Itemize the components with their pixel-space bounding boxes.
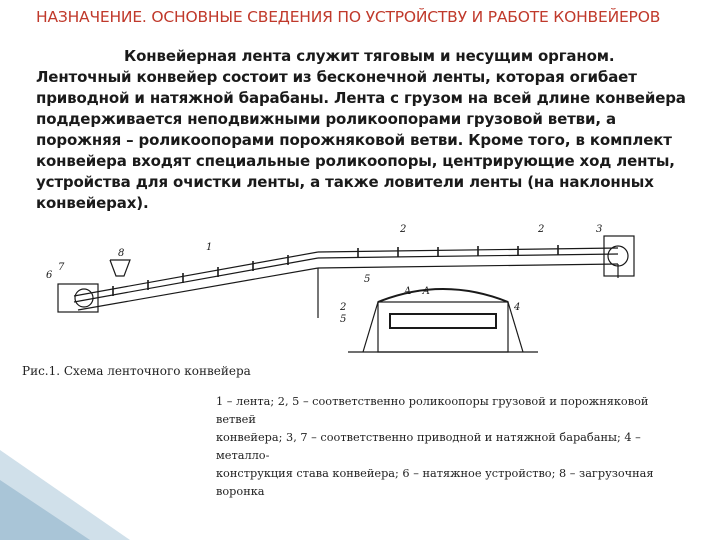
label-6: 6 bbox=[46, 270, 53, 281]
label-2a: 2 bbox=[400, 224, 407, 235]
label-8: 8 bbox=[118, 248, 125, 259]
slide-title: НАЗНАЧЕНИЕ. ОСНОВНЫЕ СВЕДЕНИЯ ПО УСТРОЙСТВУ И РАБОТЕ КОНВЕЙЕРОВ bbox=[36, 8, 661, 26]
label-s4: 4 bbox=[514, 302, 521, 313]
figure-caption: Рис.1. Схема ленточного конвейера bbox=[22, 364, 251, 378]
label-7: 7 bbox=[58, 262, 65, 273]
label-1: 1 bbox=[206, 242, 213, 253]
label-3: 3 bbox=[596, 224, 603, 235]
body-text: Конвейерная лента служит тяговым и несущим органом. Ленточный конвейер состоит из бесконечной ленты, которая огибает приводной и натяжной барабаны. Лента с грузом на всей длине конвейера поддерживается неподвижными роликоопорами грузовой ветви, а порожняя – роликоопорами порожняковой ветви. Кроме того, в комплект конвейера входят специальные роликоопоры, центрирующие ход ленты, устройства для очистки ленты, а также ловители ленты (на наклонных конвейерах). bbox=[36, 47, 686, 212]
label-s2: 2 bbox=[340, 302, 347, 313]
conveyor-diagram bbox=[18, 218, 644, 368]
label-2b: 2 bbox=[538, 224, 545, 235]
label-5: 5 bbox=[364, 274, 371, 285]
corner-decoration bbox=[0, 450, 130, 540]
label-section: A – A bbox=[404, 286, 430, 297]
label-s5: 5 bbox=[340, 314, 347, 325]
figure-legend: 1 – лента; 2, 5 – соответственно роликоопоры грузовой и порожняковой ветвей конвейера; 3, 7 – соответственно приводной и натяжной барабаны; 4 – металло- конструкция става конвейера; 6 – натяжное устройство; 8 – загрузочная воронка bbox=[216, 395, 654, 498]
slide-body bbox=[36, 46, 692, 214]
